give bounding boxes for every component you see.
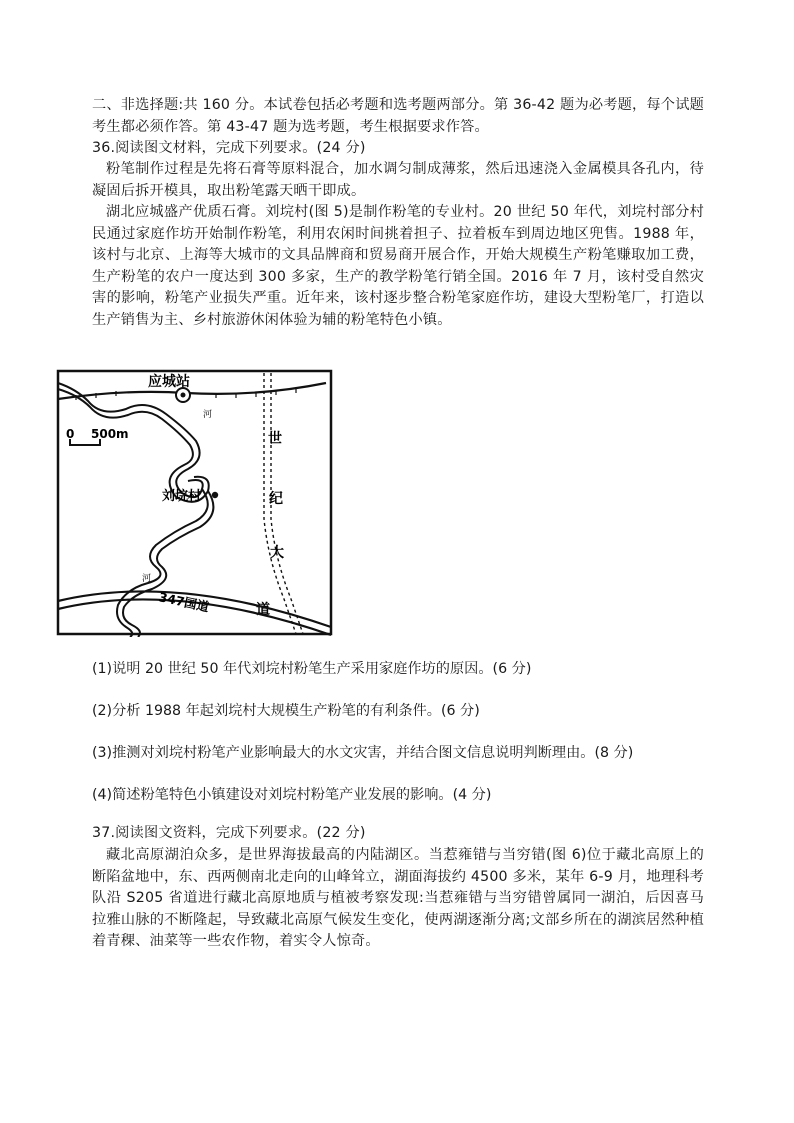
railway-line: [58, 383, 326, 399]
station-label: 应城站: [148, 374, 190, 390]
village-dot: [212, 492, 218, 498]
q36-paragraph-2: 湖北应城盛产优质石膏。刘垸村(图 5)是制作粉笔的专业村。20 世纪 50 年代，刘垸村部分村民通过家庭作坊开始制作粉笔，利用农闲时间挑着担子、拉着板车到周边地区兜售。1988 年，该村与北京、上海等大城市的文具品牌商和贸易商开展合作，开始大规模生产粉笔赚取加工费，生产粉笔的农户一度达到 300 多家，生产的教学粉笔行销全国。2016 年 7 月，该村受自然灾害的影响，粉笔产业损失严重。近年来，该村逐步整合粉笔家庭作坊，建设大型粉笔厂，打造以生产销售为主、乡村旅游休闲体验为辅的粉笔特色小镇。: [92, 204, 704, 328]
avenue-char-2: 纪: [269, 491, 283, 507]
scale-zero: 0: [66, 427, 75, 441]
q36-question-4: (4)简述粉笔特色小镇建设对刘垸村粉笔产业发展的影响。(4 分): [92, 787, 492, 803]
q36-paragraph-1: 粉笔制作过程是先将石膏等原料混合，加水调匀制成薄浆，然后迅速浇入金属模具各孔内，待凝固后拆开模具，取出粉笔露天晒干即成。: [92, 161, 704, 199]
q36-question-2: (2)分析 1988 年起刘垸村大规模生产粉笔的有利条件。(6 分): [92, 703, 480, 719]
section-heading: 二、非选择题:共 160 分。本试卷包括必考题和选考题两部分。第 36-42 题为必考题，每个试题考生都必须作答。第 43-47 题为选考题，考生根据要求作答。: [92, 97, 704, 135]
q37-title: 37.阅读图文资料，完成下列要求。(22 分): [92, 825, 366, 841]
road-label: 347国道: [157, 589, 211, 615]
figure-5-map: [56, 369, 334, 637]
q36-question-3: (3)推测对刘垸村粉笔产业影响最大的水文灾害，并结合图文信息说明判断理由。(8 分): [92, 745, 634, 761]
village-label: 刘垸村: [162, 489, 202, 504]
scale-label: 500m: [91, 427, 129, 441]
q36-question-1: (1)说明 20 世纪 50 年代刘垸村粉笔生产采用家庭作坊的原因。(6 分): [92, 661, 532, 677]
river-label-top: 河: [203, 410, 213, 420]
q37-paragraph-1: 藏北高原湖泊众多，是世界海拔最高的内陆湖区。当惹雍错与当穷错(图 6)位于藏北高原上的断陷盆地中，东、西两侧南北走向的山峰耸立，湖面海拔约 4500 多米，某年 6-9 月，地理科考队沿 S205 省道进行藏北高原地质与植被考察发现:当惹雍错与当穷错曾属同一湖泊，后因喜马拉雅山脉的不断隆起，导致藏北高原气候发生变化，使两湖逐渐分离;文部乡所在的湖滨居然种植着青稞、油菜等一些农作物，着实令人惊奇。: [92, 847, 704, 950]
avenue-char-1: 世: [268, 431, 282, 447]
river-label-bottom: 河: [142, 574, 152, 584]
q36-title: 36.阅读图文材料，完成下列要求。(24 分): [92, 140, 366, 156]
avenue-char-3: 大: [270, 545, 284, 561]
avenue-char-4: 道: [256, 602, 270, 618]
